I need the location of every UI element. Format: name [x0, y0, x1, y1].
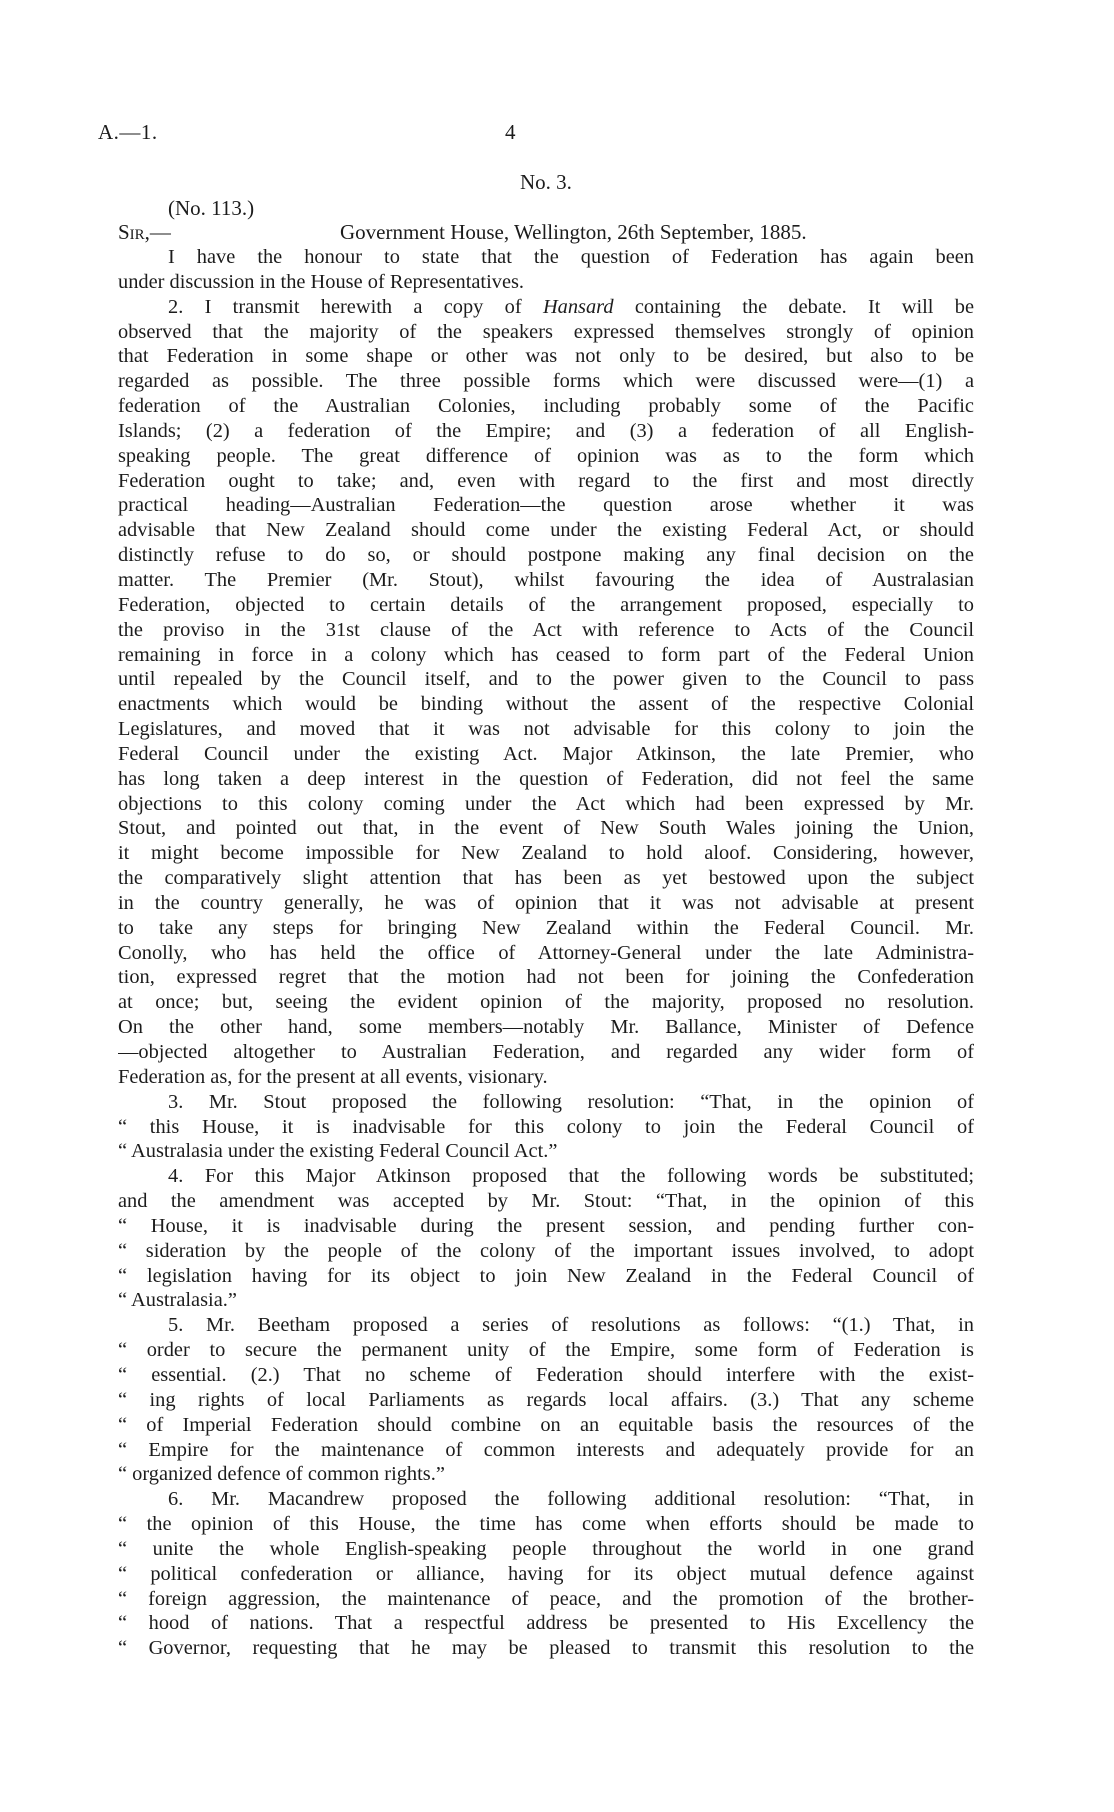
text-line: —objected altogether to Australian Federation, and regarded any wider form of — [118, 1041, 974, 1063]
text-line: “ Australasia under the existing Federal Council Act.” — [118, 1140, 558, 1163]
paper-reference: A.—1. — [98, 120, 158, 144]
text-line: “ Empire for the maintenance of common interests and adequately provide for an — [118, 1438, 974, 1461]
text-line: objections to this colony coming under the Act which had been expressed by Mr. — [118, 792, 974, 815]
text-line: “ unite the whole English-speaking people throughout the world in one grand — [118, 1537, 974, 1560]
text-line: “ political confederation or alliance, having for its object mutual defence against — [118, 1562, 974, 1585]
text-line: Federation ought to take; and, even with regard to the first and most directly — [118, 469, 974, 492]
text-line: the proviso in the 31st clause of the Act with reference to Acts of the Council — [118, 618, 974, 641]
text-line: distinctly refuse to do so, or should postpone making any final decision on the — [118, 544, 974, 567]
text-line: in the country generally, he was of opinion that it was not advisable at present — [118, 891, 974, 914]
text-line: “ hood of nations. That a respectful address be presented to His Excellency the — [118, 1612, 974, 1635]
text-line: the comparatively slight attention that has been as yet bestowed upon the subject — [118, 867, 974, 890]
hansard-title: Hansard — [542, 295, 614, 318]
text-line: remaining in force in a colony which has ceased to form part of the Federal Union — [118, 643, 974, 666]
text-line: “ this House, it is inadvisable for this colony to join the Federal Council of — [118, 1115, 974, 1138]
text-line: to take any steps for bringing New Zealand within the Federal Council. Mr. — [118, 916, 974, 939]
text-line: “ ing rights of local Parliaments as regards local affairs. (3.) That any scheme — [118, 1388, 974, 1411]
text-line: 2. I transmit herewith a copy of Hansard containing the debate. It will be — [168, 295, 974, 318]
text-line: “ the opinion of this House, the time has come when efforts should be made to — [118, 1513, 974, 1536]
text-line: federation of the Australian Colonies, including probably some of the Pacific — [118, 395, 974, 418]
text-line: “ House, it is inadvisable during the present session, and pending further con- — [118, 1214, 974, 1237]
text-line: Conolly, who has held the office of Attorney-General under the late Administra- — [118, 941, 974, 964]
text-line: matter. The Premier (Mr. Stout), whilst favouring the idea of Australasian — [118, 568, 974, 591]
salutation: Sir,— — [118, 220, 171, 244]
text-line: “ sideration by the people of the colony of the important issues involved, to adopt — [118, 1239, 974, 1262]
text-line: 6. Mr. Macandrew proposed the following additional resolution: “That, in — [168, 1488, 974, 1511]
text-line: speaking people. The great difference of opinion was as to the form which — [118, 444, 974, 467]
text-line: that Federation in some shape or other was not only to be desired, but also to be — [118, 345, 974, 368]
text-line: “ order to secure the permanent unity of the Empire, some form of Federation is — [118, 1339, 974, 1362]
text-line: enactments which would be binding without the assent of the respective Colonial — [118, 693, 974, 716]
text-line: Federation, objected to certain details of the arrangement proposed, especially to — [118, 593, 974, 616]
text-line: On the other hand, some members—notably Mr. Ballance, Minister of Defence — [118, 1016, 974, 1039]
text-line: “ organized defence of common rights.” — [118, 1463, 445, 1486]
text-line: 3. Mr. Stout proposed the following resolution: “That, in the opinion of — [168, 1090, 974, 1113]
text-line: regarded as possible. The three possible forms which were discussed were—(1) a — [118, 370, 974, 393]
text-line: advisable that New Zealand should come under the existing Federal Act, or should — [118, 519, 974, 542]
text-line: under discussion in the House of Representatives. — [118, 270, 525, 293]
text-line: “ foreign aggression, the maintenance of peace, and the promotion of the brother- — [118, 1587, 974, 1610]
page-number: 4 — [505, 120, 516, 144]
text-line: 4. For this Major Atkinson proposed that the following words be substituted; — [168, 1165, 974, 1188]
text-line: Legislatures, and moved that it was not advisable for this colony to join the — [118, 718, 974, 741]
text-line: “ of Imperial Federation should combine on an equitable basis the resources of the — [118, 1413, 974, 1436]
text-line: “ Australasia.” — [118, 1289, 237, 1312]
text-line: 5. Mr. Beetham proposed a series of resolutions as follows: “(1.) That, in — [168, 1314, 974, 1337]
text-line: it might become impossible for New Zealand to hold aloof. Considering, however, — [118, 842, 974, 865]
text-line: until repealed by the Council itself, and to the power given to the Council to pass — [118, 668, 974, 691]
text-line: “ legislation having for its object to join New Zealand in the Federal Council of — [118, 1264, 974, 1287]
text-line: I have the honour to state that the question of Federation has again been — [168, 246, 974, 268]
dateline: Government House, Wellington, 26th September, 1885. — [340, 220, 807, 244]
text-line: “ Governor, requesting that he may be pleased to transmit this resolution to the — [118, 1637, 974, 1660]
text-line: Federation as, for the present at all events, visionary. — [118, 1065, 548, 1088]
text-line: “ essential. (2.) That no scheme of Federation should interfere with the exist- — [118, 1363, 974, 1386]
text-line: at once; but, seeing the evident opinion of the majority, proposed no resolution. — [118, 991, 974, 1014]
document-number: No. 3. — [520, 170, 572, 194]
letter-body — [118, 245, 974, 1661]
text-line: and the amendment was accepted by Mr. Stout: “That, in the opinion of this — [118, 1190, 974, 1213]
text-line: practical heading—Australian Federation—the question arose whether it was — [118, 494, 974, 517]
text-line: has long taken a deep interest in the question of Federation, did not feel the same — [118, 767, 974, 790]
despatch-number: (No. 113.) — [168, 196, 255, 220]
text-line: Federal Council under the existing Act. Major Atkinson, the late Premier, who — [118, 742, 974, 765]
text-line: Stout, and pointed out that, in the event of New South Wales joining the Union, — [118, 817, 974, 840]
text-line: observed that the majority of the speakers expressed themselves strongly of opinion — [118, 320, 974, 343]
text-line: Islands; (2) a federation of the Empire; and (3) a federation of all English- — [118, 419, 974, 442]
text-line: tion, expressed regret that the motion had not been for joining the Confederation — [118, 966, 974, 989]
